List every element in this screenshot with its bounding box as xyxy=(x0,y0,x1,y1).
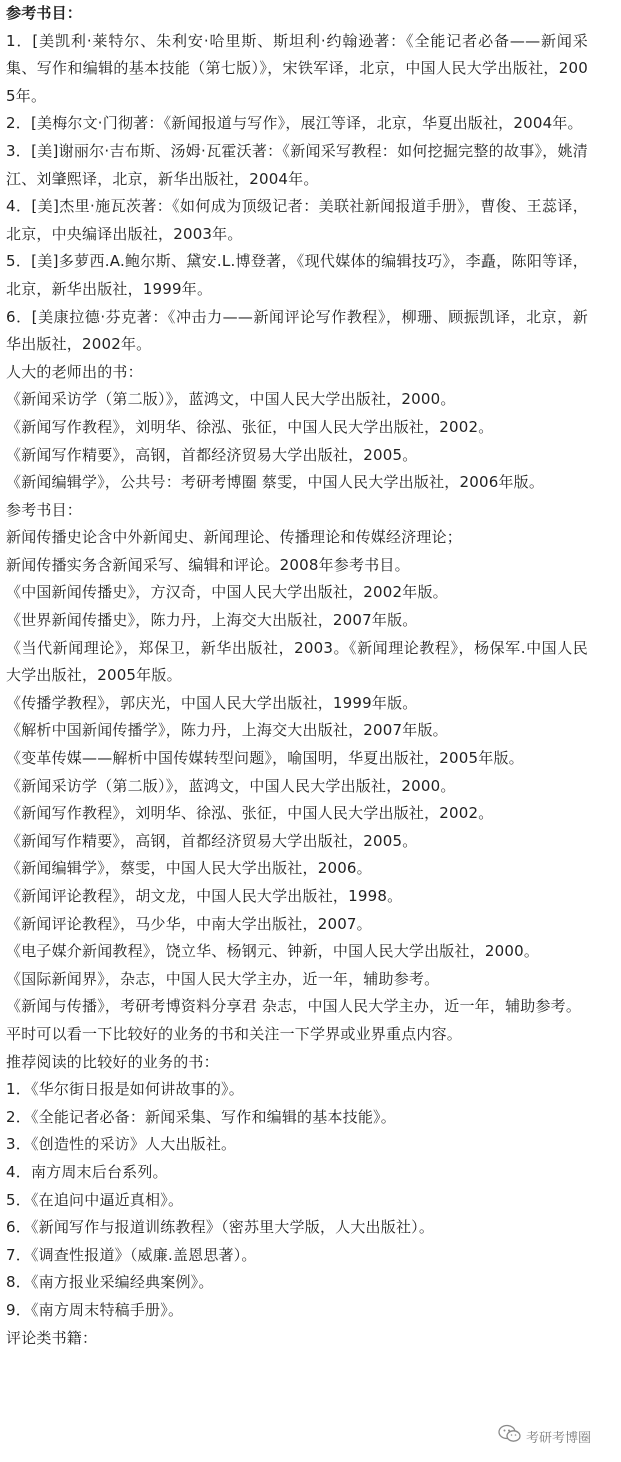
list-item: 平时可以看一下比较好的业务的书和关注一下学界或业界重点内容。 xyxy=(6,1024,463,1043)
section-title-references-2: 参考书目： xyxy=(6,500,83,519)
list-item: 《新闻评论教程》，马少华，中南大学出版社，2007。 xyxy=(6,914,372,933)
list-item: 5．《在追问中逼近真相》。 xyxy=(6,1190,184,1209)
list-item: 《世界新闻传播史》，陈力丹，上海交大出版社，2007年版。 xyxy=(6,611,418,630)
list-item: 5．[美]多萝西.A.鲍尔斯、黛安.L.博登著，《现代媒体的编辑技巧》，李矗，陈阳等译，北京，新华出版社，1999年。 xyxy=(6,252,588,298)
list-item: 6．《新闻写作与报道训练教程》（密苏里大学版，人大出版社）。 xyxy=(6,1218,435,1237)
list-item: 1．[美凯利·莱特尔、朱利安·哈里斯、斯坦利·约翰逊著：《全能记者必备——新闻采集、写作和编辑的基本技能（第七版）》，宋铁军译，北京，中国人民大学出版社，2005年。 xyxy=(6,31,588,105)
ruc-teachers-list xyxy=(6,386,588,496)
list-item: 4．[美]杰里·施瓦茨著：《如何成为顶级记者：美联社新闻报道手册》，曹俊、王蕊译，北京，中央编译出版社，2003年。 xyxy=(6,197,588,243)
recommended-list xyxy=(6,1076,588,1324)
wechat-icon xyxy=(498,1424,522,1448)
list-item: 《新闻写作精要》，高钢，首都经济贸易大学出版社，2005。 xyxy=(6,445,418,464)
list-item: 《新闻编辑学》，蔡雯，中国人民大学出版社，2006。 xyxy=(6,859,372,878)
list-item: 新闻传播实务含新闻采写、编辑和评论。2008年参考书目。 xyxy=(6,555,410,574)
section-title-references: 参考书目： xyxy=(6,4,83,22)
list-item: 2．[美梅尔文·门彻著：《新闻报道与写作》，展江等译，北京，华夏出版社，2004年。 xyxy=(6,114,583,133)
section-title-recommended: 推荐阅读的比较好的业务的书： xyxy=(6,1052,219,1071)
reference-list xyxy=(6,28,588,359)
list-item: 《新闻写作教程》，刘明华、徐泓、张征，中国人民大学出版社，2002。 xyxy=(6,417,494,436)
list-item: 《电子媒介新闻教程》，饶立华、杨钢元、钟新，中国人民大学出版社，2000。 xyxy=(6,942,540,961)
list-item: 4．南方周末后台系列。 xyxy=(6,1162,168,1181)
list-item: 《传播学教程》，郭庆光，中国人民大学出版社，1999年版。 xyxy=(6,693,418,712)
list-item: 新闻传播史论含中外新闻史、新闻理论、传播理论和传媒经济理论； xyxy=(6,528,463,547)
list-item: 《新闻采访学（第二版）》，蓝鸿文，中国人民大学出版社，2000。 xyxy=(6,776,456,795)
list-item: 3．[美]谢丽尔·吉布斯、汤姆·瓦霍沃著：《新闻采写教程：如何挖掘完整的故事》，姚清江、刘肇熙译，北京，新华出版社，2004年。 xyxy=(6,141,588,188)
list-item: 《新闻与传播》，考研考博资料分享君 杂志，中国人民大学主办，近一年，辅助参考。 xyxy=(6,997,582,1016)
list-item: 《中国新闻传播史》，方汉奇，中国人民大学出版社，2002年版。 xyxy=(6,583,448,602)
list-item: 1．《华尔街日报是如何讲故事的》。 xyxy=(6,1080,244,1099)
list-item: 《当代新闻理论》，郑保卫，新华出版社，2003。《新闻理论教程》，杨保军.中国人民大学出版社，2005年版。 xyxy=(6,638,588,685)
list-item: 《解析中国新闻传播学》，陈力丹，上海交大出版社，2007年版。 xyxy=(6,721,448,740)
section-title-commentary: 评论类书籍： xyxy=(6,1328,98,1347)
watermark-text: 考研考博圈 xyxy=(526,1430,592,1446)
list-item: 《新闻写作教程》，刘明华、徐泓、张征，中国人民大学出版社，2002。 xyxy=(6,804,494,823)
reference-list-2 xyxy=(6,524,588,1048)
document-body xyxy=(6,0,588,1352)
list-item: 6．[美康拉德·芬克著：《冲击力——新闻评论写作教程》，柳珊、顾振凯译，北京，新华出版社，2002年。 xyxy=(6,307,588,354)
list-item: 《新闻编辑学》，公共号：考研考博圈 蔡雯，中国人民大学出版社，2006年版。 xyxy=(6,473,545,492)
list-item: 《新闻写作精要》，高钢，首都经济贸易大学出版社，2005。 xyxy=(6,831,418,850)
list-item: 9．《南方周末特稿手册》。 xyxy=(6,1300,184,1319)
list-item: 3．《创造性的采访》人大出版社。 xyxy=(6,1135,237,1154)
list-item: 《新闻评论教程》，胡文龙，中国人民大学出版社，1998。 xyxy=(6,887,403,905)
watermark xyxy=(498,1425,591,1447)
list-item: 8．《南方报业采编经典案例》。 xyxy=(6,1273,214,1292)
list-item: 《变革传媒——解析中国传媒转型问题》，喻国明，华夏出版社，2005年版。 xyxy=(6,749,524,768)
list-item: 2．《全能记者必备：新闻采集、写作和编辑的基本技能》。 xyxy=(6,1107,396,1126)
list-item: 《国际新闻界》，杂志，中国人民大学主办，近一年，辅助参考。 xyxy=(6,969,440,988)
section-title-ruc-teachers: 人大的老师出的书： xyxy=(6,362,143,381)
list-item: 《新闻采访学（第二版）》，蓝鸿文，中国人民大学出版社，2000。 xyxy=(6,390,456,409)
list-item: 7．《调查性报道》（威廉.盖恩思著）。 xyxy=(6,1245,257,1264)
